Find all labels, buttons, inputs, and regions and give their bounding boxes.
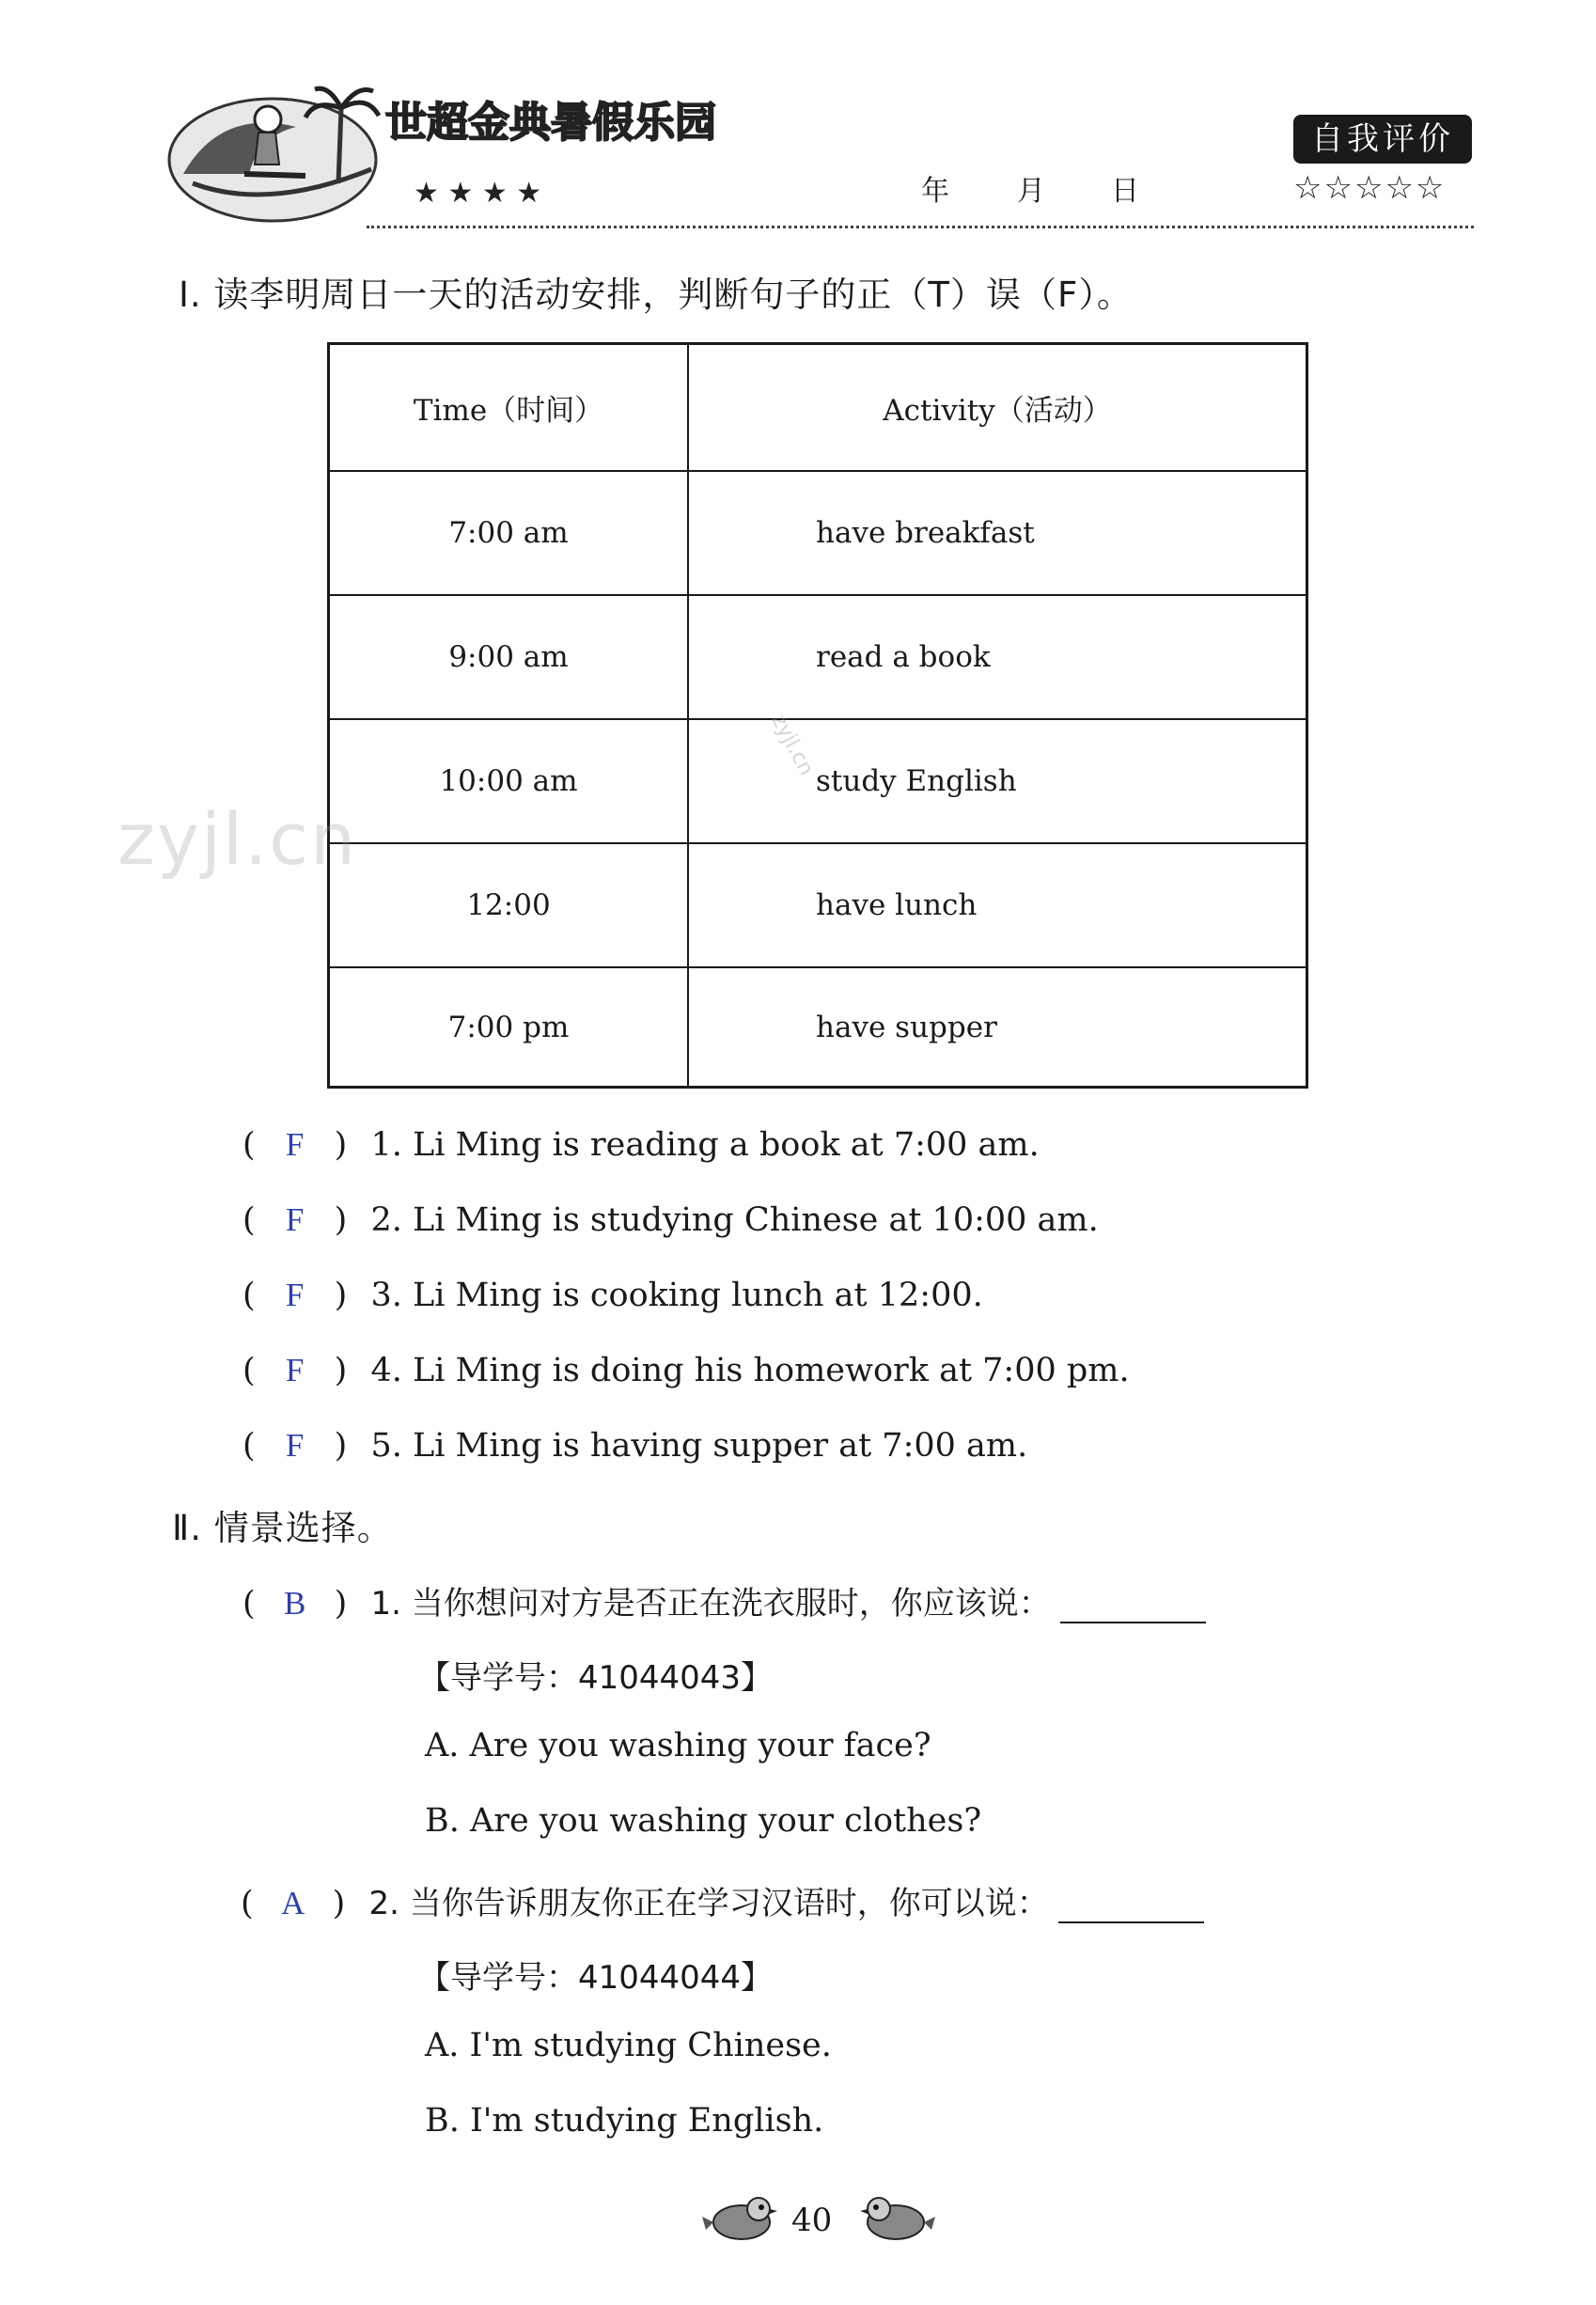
table-header-row [330, 345, 1306, 470]
statement-text: 2. Li Ming is studying Chinese at 10:00 am. [370, 1201, 1099, 1239]
page-number: 40 [791, 2202, 833, 2239]
option-b: B. Are you washing your clothes? [425, 1802, 982, 1840]
statement-answer: F [285, 1427, 305, 1464]
header-time: Time（时间） [413, 394, 604, 428]
table-row [330, 966, 1306, 1086]
self-evaluation-badge: 自我评价 [1293, 115, 1472, 164]
statement-5: ( F ) 5. Li Ming is having supper at 7:00 am. [243, 1427, 1028, 1465]
rating-stars: ☆☆☆☆☆ [1293, 169, 1447, 207]
question-2: ( A ) 2. 当你告诉朋友你正在学习汉语时，你可以说： [241, 1877, 1204, 1923]
option-a: A. I'm studying Chinese. [425, 2027, 832, 2064]
question-answer: A [281, 1885, 305, 1921]
statement-text: 5. Li Ming is having supper at 7:00 am. [370, 1427, 1028, 1465]
book-series-logo [164, 71, 775, 230]
activity-cell: have lunch [687, 844, 1306, 966]
statement-1: ( F ) 1. Li Ming is reading a book at 7:00 am. [243, 1126, 1040, 1164]
table-row [330, 842, 1306, 966]
time-cell: 7:00 am [448, 516, 569, 550]
time-cell: 7:00 pm [447, 1010, 570, 1044]
question-text: 2. 当你告诉朋友你正在学习汉语时，你可以说： [368, 1885, 1049, 1922]
svg-text:★ ★ ★ ★: ★ ★ ★ ★ [414, 177, 542, 210]
watermark-small: zyjl.cn [766, 710, 819, 780]
date-label-day: 日 [1111, 175, 1139, 208]
header-divider [367, 226, 1474, 228]
logo-text: 世超金典暑假乐园 [385, 99, 716, 147]
table-row [330, 718, 1306, 842]
table-row [330, 594, 1306, 718]
activity-cell: have supper [687, 968, 1306, 1086]
activity-cell: have breakfast [687, 472, 1306, 594]
bird-icon [700, 2188, 777, 2245]
statement-answer: F [285, 1277, 305, 1313]
date-label-month: 月 [1017, 175, 1045, 208]
date-label-year: 年 [921, 175, 949, 208]
statement-text: 1. Li Ming is reading a book at 7:00 am. [370, 1126, 1040, 1164]
time-cell: 10:00 am [439, 764, 578, 798]
option-a: A. Are you washing your face? [425, 1727, 931, 1764]
question-1: ( B ) 1. 当你想问对方是否正在洗衣服时，你应该说： [243, 1577, 1206, 1623]
statement-answer: F [285, 1126, 305, 1163]
question-text: 1. 当你想问对方是否正在洗衣服时，你应该说： [370, 1585, 1051, 1623]
activity-cell: study English [687, 720, 1306, 842]
guide-number: 【导学号：41044043】 [418, 1659, 774, 1697]
guide-number: 【导学号：41044044】 [418, 1959, 774, 1997]
table-row [330, 470, 1306, 594]
section-1-heading: Ⅰ. 读李明周日一天的活动安排，判断句子的正（T）误（F）。 [179, 274, 1133, 315]
statement-text: 3. Li Ming is cooking lunch at 12:00. [370, 1277, 983, 1314]
statement-4: ( F ) 4. Li Ming is doing his homework at 7:00 pm. [243, 1352, 1130, 1389]
option-b: B. I'm studying English. [425, 2102, 824, 2140]
statement-answer: F [285, 1201, 305, 1238]
time-cell: 9:00 am [448, 640, 569, 674]
activity-cell: read a book [687, 596, 1306, 718]
bird-icon [860, 2188, 937, 2245]
answer-blank [1060, 1593, 1206, 1623]
section-2-heading: Ⅱ. 情景选择。 [172, 1508, 393, 1548]
statement-answer: F [285, 1352, 305, 1388]
statement-2: ( F ) 2. Li Ming is studying Chinese at 10:00 am. [243, 1201, 1099, 1239]
statement-3: ( F ) 3. Li Ming is cooking lunch at 12:00. [243, 1277, 983, 1314]
answer-blank [1058, 1893, 1204, 1923]
question-answer: B [283, 1585, 306, 1622]
schedule-table [327, 342, 1308, 1089]
header-activity: Activity（活动） [687, 345, 1306, 470]
watermark: zyjl.cn [117, 797, 358, 881]
time-cell: 12:00 [466, 888, 551, 922]
statement-text: 4. Li Ming is doing his homework at 7:00 pm. [370, 1352, 1130, 1389]
